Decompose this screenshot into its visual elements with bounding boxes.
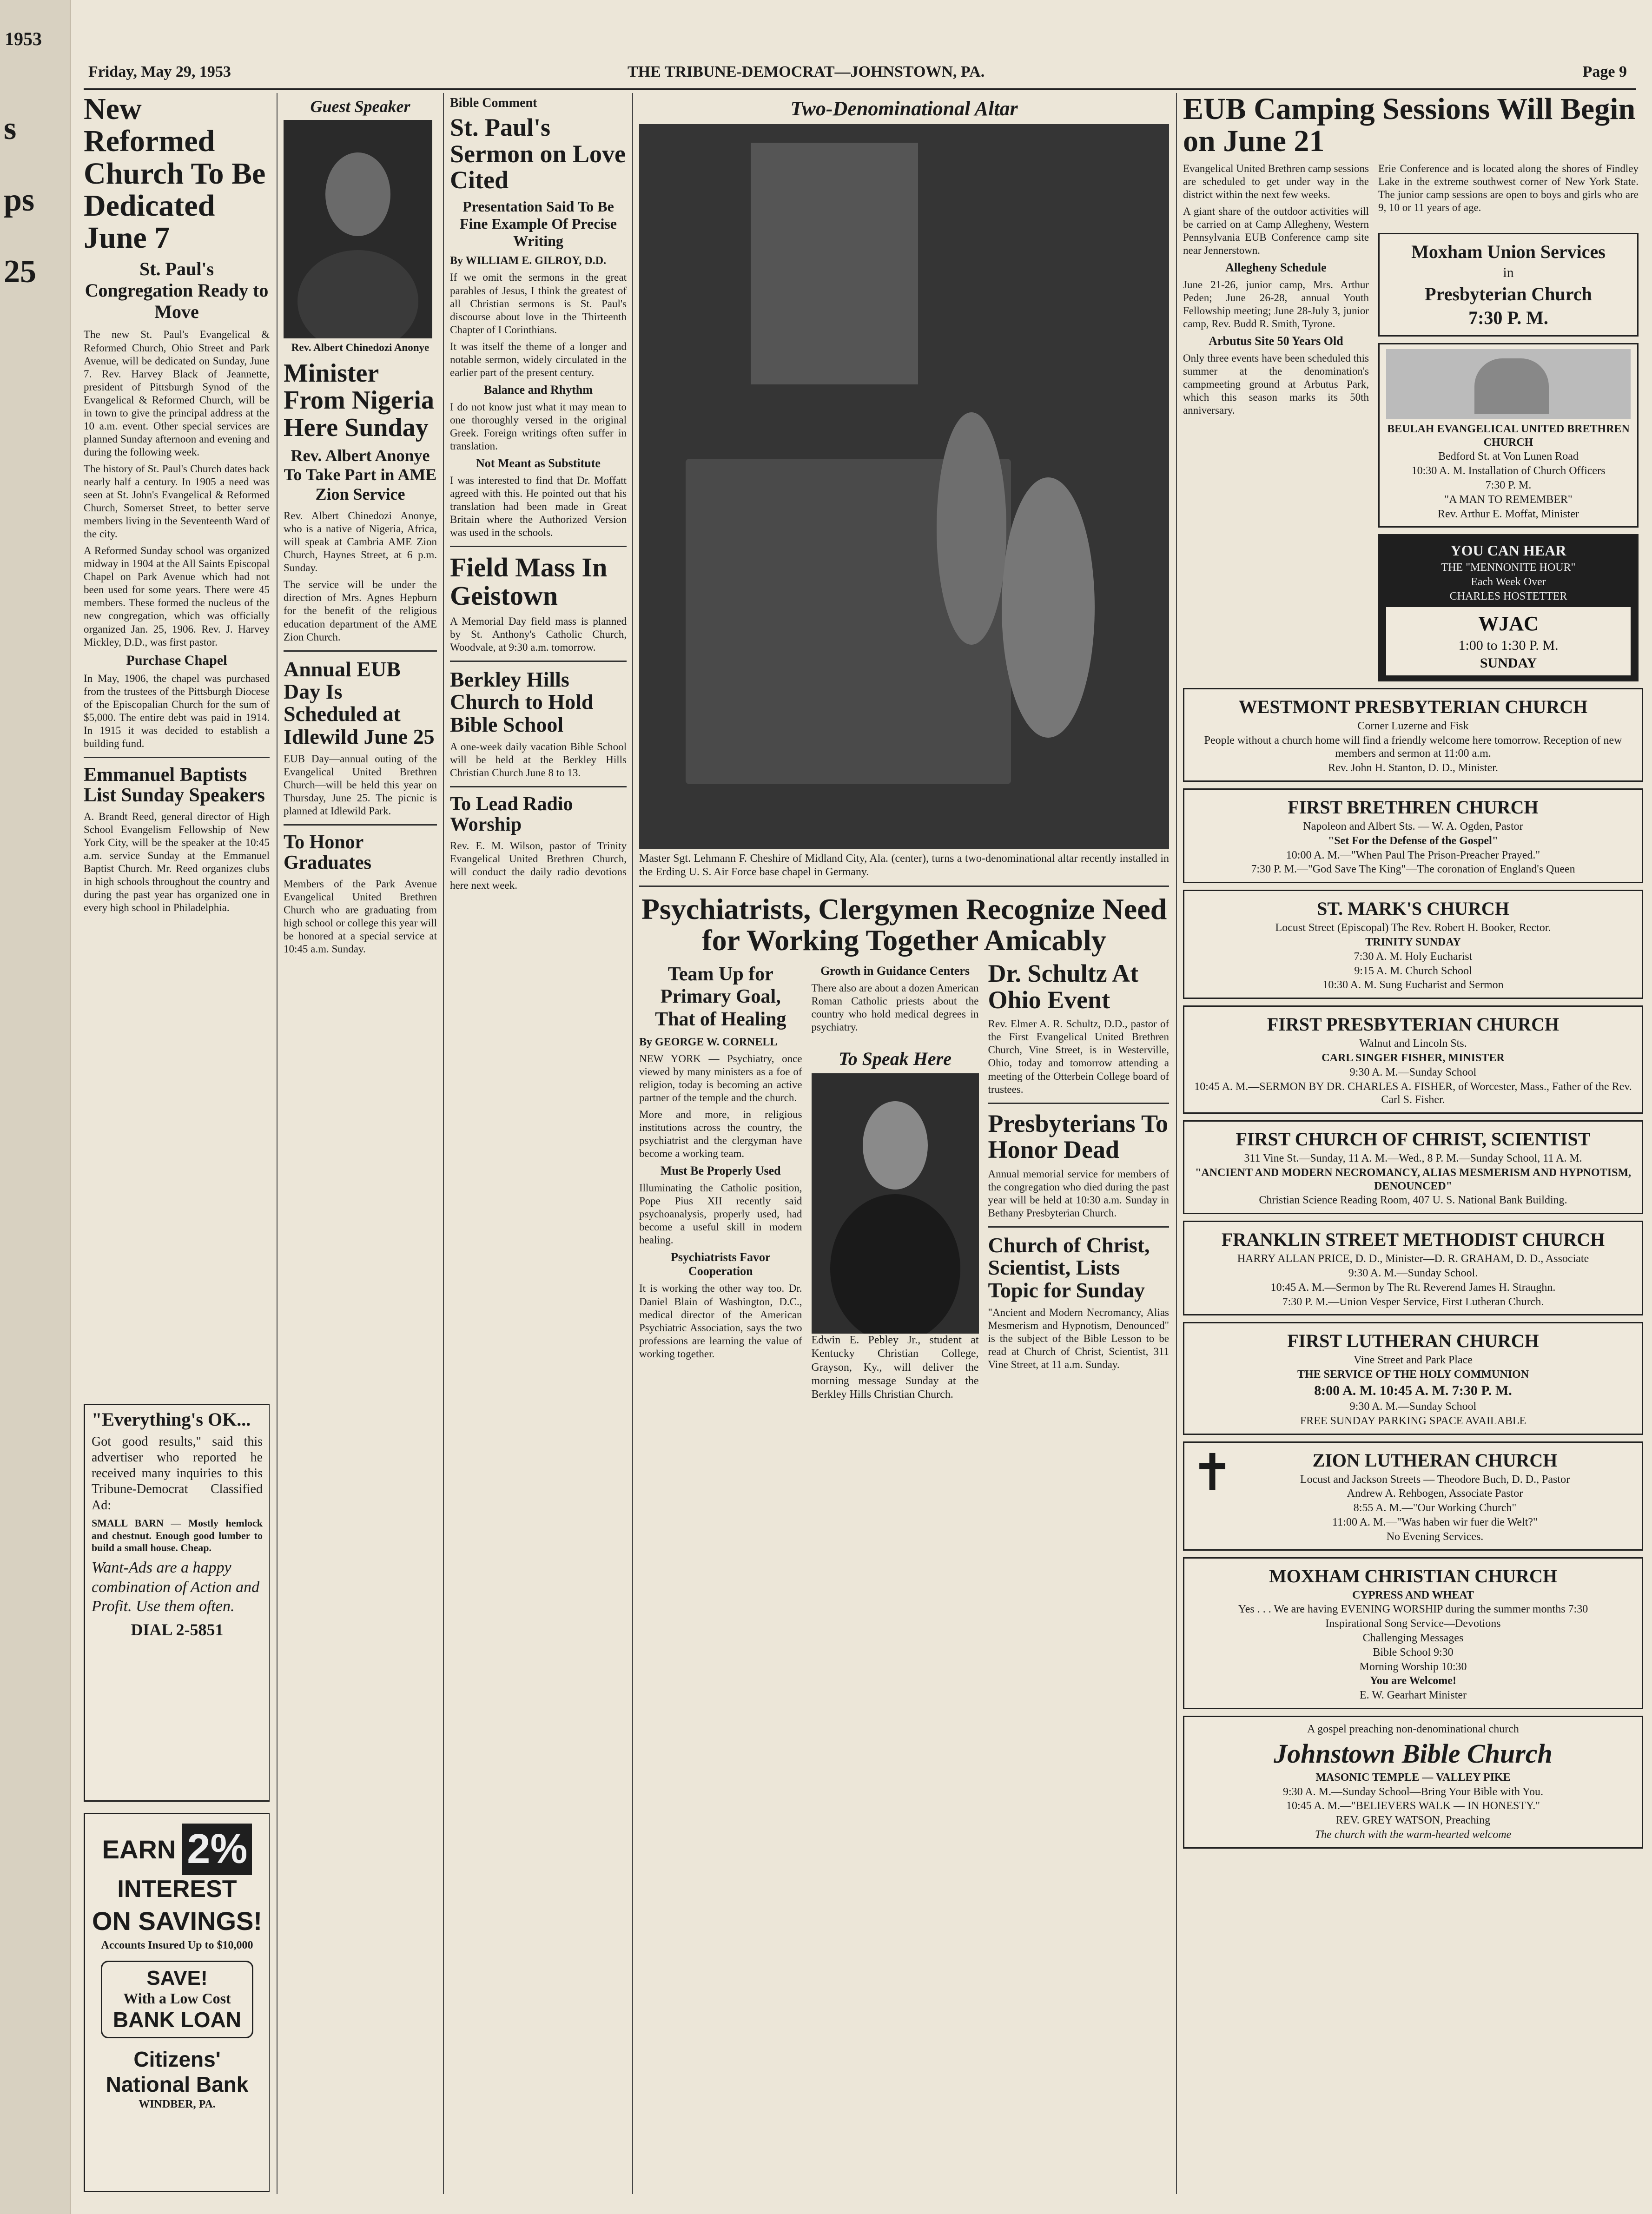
guest-speaker-label: Guest Speaker [310,97,410,116]
minister-portrait-photo [284,120,432,338]
bank-name: Citizens' National Bank [106,2047,249,2096]
classified-phone: DIAL 2-5851 [131,1620,224,1639]
pebley-portrait-photo [812,1073,979,1334]
ad-johnstown-bible-church [1183,1716,1643,1849]
ad-line: "Set For the Defense of the Gospel" [1328,834,1499,847]
article-text: June 21-26, junior camp, Mrs. Arthur Peden; June 26-28, annual Youth Fellowship meeting; June 28-July 3, junior camp, Rev. Budd R. Smith, Tyrone. [1183,278,1369,330]
ad-line: TRINITY SUNDAY [1365,936,1461,948]
column-6 [1183,93,1643,2194]
divider [284,650,437,652]
article-text: Rev. E. M. Wilson, pastor of Trinity Evangelical United Brethren Church, will conduct the daily radio devotions here next week. [450,840,627,891]
divider [988,1103,1169,1104]
photo-caption: Rev. Albert Chinedozi Anonye [291,342,430,353]
camping-col-1 [1183,162,1369,688]
article-text: Erie Conference and is located along the shores of Findley Lake in the extreme southwest corner of New York State. The junior camp sessions are open to boys and girls who are 9, 10 or 11 years of age. [1378,162,1639,213]
article-text: Only three events have been scheduled this summer at the denomination's campmeeting ground at Arbutus Park, which this season marks its 50th anniversary. [1183,352,1369,416]
article-text: Evangelical United Brethren camp sessions are scheduled to get under way in the district within the next few weeks. [1183,162,1369,200]
ad-line: 1:00 to 1:30 P. M. [1458,637,1559,653]
bank-ad [84,1813,270,2192]
ad-title: ST. MARK'S CHURCH [1317,898,1509,919]
ad-title: MOXHAM CHRISTIAN CHURCH [1269,1565,1557,1586]
bank-with: With a Low Cost [123,1989,231,2007]
byline-gilroy: By WILLIAM E. GILROY, D.D. [450,255,607,267]
camping-col-2 [1378,162,1639,688]
ad-line: 10:30 A. M. Installation of Church Officers [1411,465,1606,477]
ad-line: FREE SUNDAY PARKING SPACE AVAILABLE [1300,1414,1526,1427]
page-header [84,60,1636,90]
ad-first-brethren [1183,788,1643,883]
ad-line: in [1503,264,1514,280]
article-text: Annual memorial service for members of the congregation who died during the past year will be held at 10:30 a.m. Sunday in Bethany Presbyterian Church. [988,1168,1169,1219]
ad-title: WESTMONT PRESBYTERIAN CHURCH [1238,696,1588,717]
bank-save: SAVE! [146,1966,208,1989]
column-1 [84,93,270,2194]
headline-emmanuel: Emmanuel Baptists List Sunday Speakers [84,764,265,806]
section-head: Growth in Guidance Centers [820,964,970,978]
altar-photo-caption: Master Sgt. Lehmann F. Cheshire of Midland City, Ala. (center), turns a two-denominational altar recently installed in the Erding U. S. Air Force base chapel in Germany. [639,853,1169,878]
column-rule [443,93,444,2194]
section-head: Not Meant as Substitute [476,456,601,470]
header-date: Friday, May 29, 1953 [88,63,231,80]
ad-moxham-union [1378,233,1639,337]
article-text: Rev. Albert Chinedozi Anonye, who is a native of Nigeria, Africa, will speak at Cambria AME Zion Church, Haynes Street, at 6 p.m. Sunday. [284,510,437,574]
ad-title: FIRST BRETHREN CHURCH [1288,796,1539,818]
ad-moxham-christian [1183,1557,1643,1709]
section-head: Psychiatrists Favor Cooperation [671,1250,771,1278]
ad-line: 8:00 A. M. 10:45 A. M. 7:30 P. M. [1314,1383,1512,1399]
ad-mennonite-hour [1378,534,1639,681]
article-text: A Memorial Day field mass is planned by St. Anthony's Catholic Church, Woodvale, at 9:30 a.m. tomorrow. [450,615,627,654]
ad-line: Locust Street (Episcopal) The Rev. Robert H. Booker, Rector. [1275,922,1551,934]
article-text: More and more, in religious institutions across the country, the psychiatrist and the clergyman have become a working team. [639,1109,802,1160]
ad-line: Challenging Messages [1362,1632,1464,1645]
article-text: The service will be under the direction of Mrs. Agnes Hepburn for the benefit of the religious education department of the AME Zion Church. [284,579,437,643]
ad-line: The church with the warm-hearted welcome [1315,1829,1512,1841]
ad-line: Presbyterian Church [1425,283,1592,304]
headline-nigeria: Minister From Nigeria Here Sunday [284,358,434,443]
article-text: I do not know just what it may mean to one thoroughly versed in the original Greek. Foreign writings often suffer in translation. [450,401,627,452]
article-text: There also are about a dozen American Roman Catholic priests about the country who hold medical degrees in psychiatry. [811,982,979,1033]
bank-earn: EARN [102,1835,176,1864]
divider [639,886,1169,887]
column-rule [1176,93,1177,2194]
column-rule [277,93,278,2194]
bank-loan: BANK LOAN [113,2007,241,2032]
article-text: A Reformed Sunday school was organized midway in 1904 at the All Saints Episcopal Chapel on Park Avenue which had not been used for some years. There were 45 members. These formed the nucleus of the new congregation, which was officially organized Jan. 25, 1906. Rev. J. Harvey Mickley, D.D., was first pastor. [84,545,270,648]
ad-title: Moxham Union Services [1411,241,1606,262]
bank-rate: 2% [182,1824,252,1875]
column-rule [632,93,633,2194]
ad-first-presbyterian [1183,1005,1643,1114]
classified-ad [84,1404,270,1802]
ad-line: "ANCIENT AND MODERN NECROMANCY, ALIAS MESMERISM AND HYPNOTISM, DENOUNCED" [1195,1166,1632,1192]
edge-year: 1953 [5,28,42,49]
section-head: Must Be Properly Used [660,1164,781,1178]
altar-photo [639,124,1169,849]
ad-line: HARRY ALLAN PRICE, D. D., Minister—D. R. GRAHAM, D. D., Associate [1237,1253,1589,1265]
ad-title: Johnstown Bible Church [1274,1738,1553,1769]
ad-westmont [1183,688,1643,782]
bible-comment-label: Bible Comment [450,96,537,110]
article-text: NEW YORK — Psychiatry, once viewed by many ministers as a foe of religion, today is becoming an active partner of the temple and the church. [639,1052,802,1104]
ad-line: You are Welcome! [1370,1675,1456,1687]
psych-col-2 [812,960,979,1406]
ad-line: 9:30 A. M.—Sunday School—Bring Your Bible with You. [1282,1785,1544,1798]
column-2 [284,93,437,2194]
subhead-presentation: Presentation Said To Be Fine Example Of Precise Writing [460,198,617,249]
ad-line: People without a church home will find a friendly welcome here tomorrow. Reception of new members and sermon at 11:00 a.m. [1204,734,1622,760]
ad-title: FIRST PRESBYTERIAN CHURCH [1267,1014,1559,1035]
article-text: The new St. Paul's Evangelical & Reformed Church, Ohio Street and Park Avenue, will be dedicated on Sunday, June 7. Rev. Harvey Black of Jeannette, president of Pittsburgh Synod of the Evangelical & Reformed Church, will be in town to give the principal address at the 10 a.m. event. Other special services are planned Sunday afternoon and evening and during the following week. [84,329,270,458]
article-text: Members of the Park Avenue Evangelical United Brethren Church who are graduating from high school or college this year will be honored at a special service at 10:45 a.m. Sunday. [284,878,437,955]
camping-columns [1183,162,1643,688]
adjacent-page-edge [0,0,71,2214]
section-head: Arbutus Site 50 Years Old [1209,334,1343,348]
subhead-anonye: Rev. Albert Anonye To Take Part in AME Zion Service [284,446,437,503]
divider [450,546,627,547]
edge-letters: s ps 25 [4,111,36,290]
ad-christ-scientist [1183,1120,1643,1214]
classified-text: Got good results," said this advertiser who reported he received many inquiries to this Tribune-Democrat Classified Ad: [92,1434,263,1513]
ad-line: Vine Street and Park Place [1354,1354,1473,1367]
headline-eub-day: Annual EUB Day Is Scheduled at Idlewild June 25 [284,657,435,748]
section-head: Purchase Chapel [126,652,227,668]
ad-line: Christian Science Reading Room, 407 U. S. National Bank Building. [1259,1194,1567,1207]
article-text: In May, 1906, the chapel was purchased from the trustees of the Pittsburgh Diocese of the Episcopalian Church for the sum of $5,000. The entire debt was paid in 1914. In 1915 it was decided to establish a building fund. [84,672,270,749]
headline-presbyterians: Presbyterians To Honor Dead [988,1109,1169,1164]
header-page: Page 9 [1582,63,1627,80]
ad-line: 9:30 A. M.—Sunday School. [1348,1267,1478,1280]
article-text: It is working the other way too. Dr. Daniel Blain of Washington, D.C., medical director of the American Psychiatric Association, says the two professions are learning the value of working together. [639,1282,802,1360]
article-text: A giant share of the outdoor activities will be carried on at Camp Allegheny, Western Pennsylvania EUB Conference camp site near Jennerstown. [1183,205,1369,256]
psych-col-1 [639,960,802,1406]
ad-line: 9:15 A. M. Church School [1354,965,1472,977]
ad-line: Yes . . . We are having EVENING WORSHIP during the summer months 7:30 [1238,1603,1588,1616]
ad-line: Inspirational Song Service—Devotions [1325,1618,1501,1630]
headline-psychiatrists: Psychiatrists, Clergymen Recognize Need for Working Together Amicably [641,892,1167,957]
ad-line: 10:00 A. M.—"When Paul The Prison-Preacher Prayed." [1286,849,1540,861]
ad-line: 11:00 A. M.—"Was haben wir fuer die Welt?" [1332,1516,1538,1529]
bank-interest: INTEREST [117,1876,237,1903]
ad-st-marks [1183,890,1643,999]
ad-zion-lutheran [1183,1441,1643,1551]
ad-title: FIRST CHURCH OF CHRIST, SCIENTIST [1236,1129,1591,1150]
ad-line: REV. GREY WATSON, Preaching [1335,1814,1491,1827]
ad-line: MASONIC TEMPLE — VALLEY PIKE [1315,1771,1511,1784]
headline-berkley-hills: Berkley Hills Church to Hold Bible School [450,668,594,736]
headline-reformed-church: New Reformed Church To Be Dedicated June 7 [84,93,266,255]
ad-line: 7:30 P. M. [1485,479,1532,491]
ad-beulah [1378,343,1639,528]
article-text: I was interested to find that Dr. Moffatt agreed with this. He pointed out that his translation had been made in Great Britain where the Authorized Version was used in the schools. [450,475,627,539]
ad-line: Andrew A. Rehbogen, Associate Pastor [1347,1487,1523,1500]
ad-line: Locust and Jackson Streets — Theodore Buch, D. D., Pastor [1300,1473,1570,1486]
ad-line: 7:30 P. M.—Union Vesper Service, First Lutheran Church. [1282,1295,1544,1308]
divider [450,786,627,787]
ad-line: Walnut and Lincoln Sts. [1359,1038,1467,1050]
headline-radio-worship: To Lead Radio Worship [450,793,573,836]
article-text: Rev. Elmer A. R. Schultz, D.D., pastor of the First Evangelical United Brethren Church, Vine Street, is in Westerville, Ohio, today and tomorrow attending a meeting of the Otterbein College board of trustees. [988,1018,1169,1095]
ad-line: A gospel preaching non-denominational church [1307,1723,1519,1736]
headline-field-mass: Field Mass In Geistown [450,552,608,611]
ad-line: Rev. Arthur E. Moffat, Minister [1438,508,1579,520]
bank-town: WINDBER, PA. [139,2098,216,2110]
ad-line: Morning Worship 10:30 [1359,1660,1467,1673]
article-text: A one-week daily vacation Bible School will be held at the Berkley Hills Christian Church June 8 to 13. [450,741,627,779]
ad-line: Rev. John H. Stanton, D. D., Minister. [1328,762,1498,774]
ad-line: 7:30 A. M. Holy Eucharist [1354,950,1473,963]
bank-insured: Accounts Insured Up to $10,000 [101,1939,253,1951]
to-speak-label: To Speak Here [839,1048,952,1070]
psych-col-3 [988,960,1169,1406]
ad-line: 10:30 A. M. Sung Eucharist and Sermon [1322,979,1504,991]
headline-schultz: Dr. Schultz At Ohio Event [988,959,1139,1014]
ad-line: 7:30 P. M.—"God Save The King"—The coronation of England's Queen [1251,863,1575,876]
article-text: It was itself the theme of a longer and notable sermon, widely circulated in the earlier part of the present century. [450,340,627,378]
ad-line: 10:45 A. M.—SERMON BY DR. CHARLES A. FISHER, of Worcester, Mass., Father of the Rev. Carl S. Fisher. [1194,1080,1632,1106]
divider [284,824,437,826]
headline-eub-camping: EUB Camping Sessions Will Begin on June 21 [1183,93,1636,159]
ad-line: E. W. Gearhart Minister [1360,1689,1467,1702]
ad-title: FRANKLIN STREET METHODIST CHURCH [1221,1229,1605,1250]
ad-line: Bedford St. at Von Lunen Road [1438,450,1579,463]
article-text: The history of St. Paul's Church dates back nearly half a century. In 1905 a need was seen at St. John's Evangelical & Reformed Church, Somerset Street, to better serve members living in the Seventeenth Ward of the city. [84,463,270,540]
ad-line: No Evening Services. [1386,1530,1484,1543]
divider [988,1226,1169,1228]
headline-st-pauls-sermon: St. Paul's Sermon on Love Cited [450,113,626,194]
ad-line: Bible School 9:30 [1373,1646,1454,1659]
ad-line: Napoleon and Albert Sts. — W. A. Ogden, Pastor [1303,820,1523,833]
article-text: "Ancient and Modern Necromancy, Alias Mesmerism and Hypnotism, Denounced" is the subject of the Bible Lesson to be read at Church of Christ, Scientist, 311 Vine Street, at 11 a.m. Sunday. [988,1307,1169,1371]
article-text: A. Brandt Reed, general director of High School Evangelism Fellowship of New York City, will be the speaker at the 10:45 a.m. service Sunday at the Emmanuel Baptist Church. Mr. Reed organizes clubs in high schools throughout the country and during the past year has organized one in every high school in Philadelphia. [84,811,270,914]
ad-line: 311 Vine St.—Sunday, 11 A. M.—Wed., 8 P. M.—Sunday School, 11 A. M. [1244,1152,1582,1165]
ad-line: "A MAN TO REMEMBER" [1444,493,1573,506]
ad-title: FIRST LUTHERAN CHURCH [1287,1330,1539,1352]
ad-franklin-street [1183,1221,1643,1315]
article-text: If we omit the sermons in the great parables of Jesus, I think the greatest of all Christian sermons is St. Paul's discourse about love in the Thirteenth Chapter of I Corinthians. [450,271,627,336]
ad-line: Corner Luzerne and Fisk [1357,720,1469,732]
ad-line: YOU CAN HEAR [1450,542,1566,559]
ad-first-lutheran [1183,1322,1643,1434]
ad-line: CYPRESS AND WHEAT [1352,1589,1474,1601]
classified-tagline: Want-Ads are a happy combination of Action and Profit. Use them often. [92,1559,260,1615]
column-3 [450,93,627,2194]
ad-line: THE "MENNONITE HOUR" [1441,562,1576,574]
ad-line: 9:30 A. M.—Sunday School [1349,1401,1477,1413]
ad-line: 10:45 A. M.—Sermon by The Rt. Reverend James H. Straughn. [1270,1281,1556,1294]
classified-title: "Everything's OK... [92,1409,251,1430]
section-head: Allegheny Schedule [1225,260,1327,274]
section-head: Balance and Rhythm [483,383,593,397]
byline-cornell: By GEORGE W. CORNELL [639,1036,778,1048]
ad-line: Each Week Over [1471,576,1546,588]
cross-icon: ✝ [1191,1444,1234,1501]
mennonite-station-box [1386,607,1631,675]
church-building-drawing [1386,349,1631,419]
bank-savings: ON SAVINGS! [92,1906,263,1936]
ad-line: CARL SINGER FISHER, MINISTER [1322,1051,1505,1064]
divider [84,757,270,758]
ad-line: 7:30 P. M. [1468,307,1548,328]
ad-line: WJAC [1478,612,1539,635]
subhead-team-up: Team Up for Primary Goal, That of Healing [655,963,786,1030]
header-paper: THE TRIBUNE-DEMOCRAT—JOHNSTOWN, PA. [628,63,985,80]
headline-christ-scientist: Church of Christ, Scientist, Lists Topic for Sunday [988,1233,1150,1302]
ad-line: 8:55 A. M.—"Our Working Church" [1353,1502,1517,1514]
ad-line: CHARLES HOSTETTER [1449,590,1567,602]
ad-line: 10:45 A. M.—"BELIEVERS WALK — IN HONESTY." [1286,1800,1540,1812]
ad-line: SUNDAY [1480,655,1537,671]
altar-photo-title: Two-Denominational Altar [790,97,1018,120]
ad-line: 9:30 A. M.—Sunday School [1349,1066,1477,1078]
headline-graduates: To Honor Graduates [284,832,371,874]
ad-line: THE SERVICE OF THE HOLY COMMUNION [1297,1368,1529,1381]
ad-title: BEULAH EVANGELICAL UNITED BRETHREN CHURCH [1387,423,1630,449]
zion-text [1235,1447,1635,1545]
subhead-st-pauls: St. Paul's Congregation Ready to Move [85,258,269,323]
divider [450,661,627,662]
article-text: Illuminating the Catholic position, Pope Pius XII recently said psychoanalysis, properly used, had become a useful skill in modern healing. [639,1182,802,1246]
article-text: EUB Day—annual outing of the Evangelical United Brethren Church—will be held this year on Thursday, June 25. The picnic is planned at Idlewild Park. [284,753,437,817]
bank-loan-box [101,1961,253,2038]
ad-title: ZION LUTHERAN CHURCH [1312,1449,1558,1471]
pebley-caption: Edwin E. Pebley Jr., student at Kentucky Christian College, Grayson, Ky., will deliver the morning message Sunday at the Berkley Hills Christian Church. [811,1334,979,1401]
classified-sample-ad: SMALL BARN — Mostly hemlock and chestnut. Enough good lumber to build a small house. Cheap. [92,1517,263,1554]
center-section [639,93,1169,2194]
psychiatrists-columns [639,960,1169,1406]
